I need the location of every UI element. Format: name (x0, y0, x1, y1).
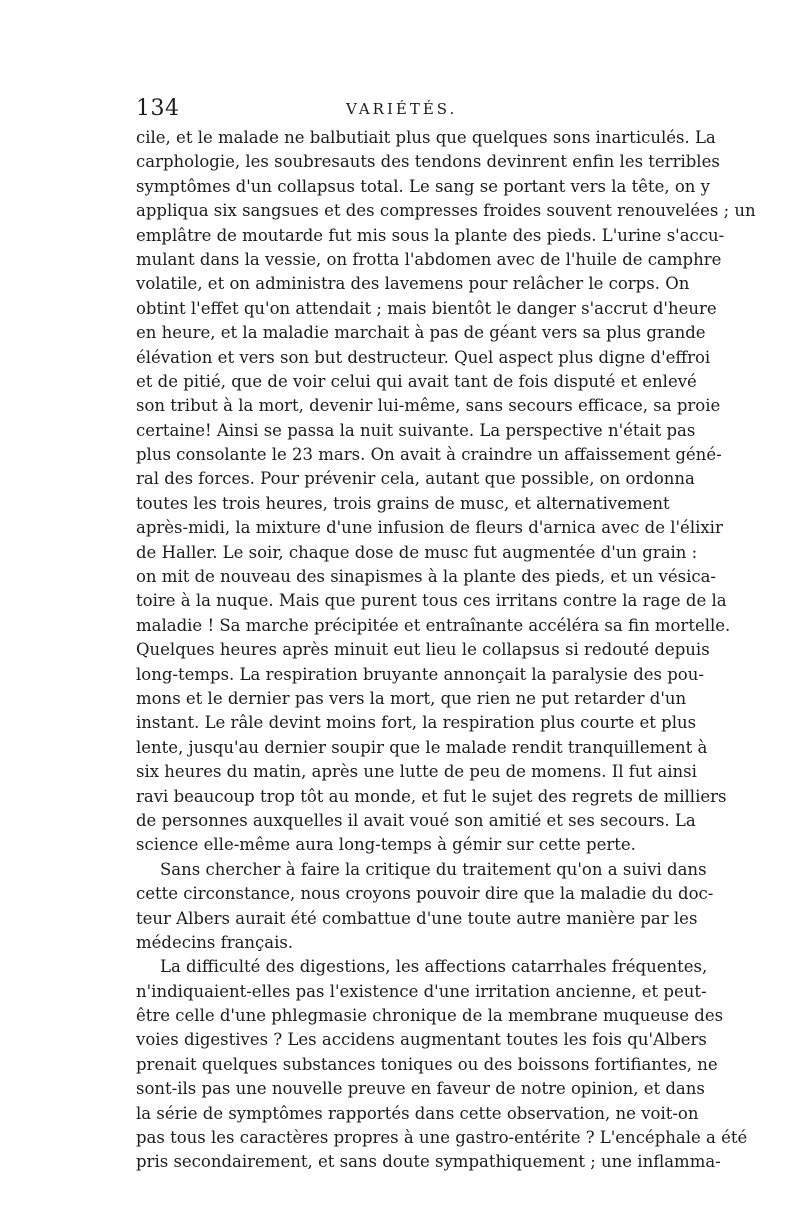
text-line: on mit de nouveau des sinapismes à la plante des pieds, et un vésica- (136, 567, 717, 587)
text-line: cette circonstance, nous croyons pouvoir dire que la maladie du doc- (136, 884, 714, 904)
text-line: maladie ! Sa marche précipitée et entraînante accéléra sa fin mortelle. (136, 615, 731, 635)
page-header (136, 96, 668, 126)
text-line: plus consolante le 23 mars. On avait à craindre un affaissement géné- (136, 445, 722, 465)
text-line: sont-ils pas une nouvelle preuve en faveur de notre opinion, et dans (136, 1079, 705, 1099)
text-line: La difficulté des digestions, les affections catarrhales fréquentes, (160, 957, 708, 977)
text-line: de Haller. Le soir, chaque dose de musc fut augmentée d'un grain : (136, 542, 698, 562)
paragraph (136, 126, 756, 858)
text-line: la série de symptômes rapportés dans cette observation, ne voit-on (136, 1103, 699, 1123)
text-line: cile, et le malade ne balbutiait plus que quelques sons inarticulés. La (136, 128, 716, 147)
text-line: mons et le dernier pas vers la mort, que rien ne put retarder d'un (136, 688, 687, 708)
text-line: pas tous les caractères propres à une gastro-entérite ? L'encéphale a été (136, 1128, 748, 1148)
text-line: mulant dans la vessie, on frotta l'abdomen avec de l'huile de camphre (136, 249, 722, 269)
text-line: ravi beaucoup trop tôt au monde, et fut le sujet des regrets de milliers (136, 786, 727, 806)
text-line: son tribut à la mort, devenir lui-même, sans secours efficace, sa proie (136, 396, 721, 416)
page-number: 134 (136, 96, 180, 121)
text-line: être celle d'une phlegmasie chronique de la membrane muqueuse des (136, 1006, 724, 1026)
text-line: science elle-même aura long-temps à gémir sur cette perte. (136, 835, 636, 855)
text-line: obtint l'effet qu'on attendait ; mais bientôt le danger s'accrut d'heure (136, 298, 717, 318)
text-line: élévation et vers son but destructeur. Quel aspect plus digne d'effroi (136, 347, 711, 367)
text-line: en heure, et la maladie marchait à pas de géant vers sa plus grande (136, 323, 706, 343)
text-line: toire à la nuque. Mais que purent tous ces irritans contre la rage de la (136, 591, 727, 611)
text-line: prenait quelques substances toniques ou des boissons fortifiantes, ne (136, 1054, 718, 1074)
text-line: six heures du matin, après une lutte de peu de momens. Il fut ainsi (136, 762, 697, 782)
text-line: pris secondairement, et sans doute sympathiquement ; une inflamma- (136, 1152, 721, 1172)
text-line: Quelques heures après minuit eut lieu le collapsus si redouté depuis (136, 640, 710, 660)
text-line: voies digestives ? Les accidens augmentant toutes les fois qu'Albers (136, 1030, 707, 1050)
text-line: certaine! Ainsi se passa la nuit suivante. La perspective n'était pas (136, 420, 696, 440)
text-line: instant. Le râle devint moins fort, la respiration plus courte et plus (136, 713, 697, 733)
text-line: n'indiquaient-elles pas l'existence d'une irritation ancienne, et peut- (136, 981, 707, 1001)
text-line: carphologie, les soubresauts des tendons devinrent enfin les terribles (136, 152, 720, 172)
text-line: volatile, et on administra des lavemens pour relâcher le corps. On (136, 274, 690, 294)
text-line: long-temps. La respiration bruyante annonçait la paralysie des pou- (136, 664, 704, 684)
text-line: symptômes d'un collapsus total. Le sang se portant vers la tête, on y (136, 176, 711, 196)
text-line: médecins français. (136, 932, 294, 952)
text-line: lente, jusqu'au dernier soupir que le malade rendit tranquillement à (136, 737, 708, 757)
text-line: de personnes auxquelles il avait voué son amitié et ses secours. La (136, 810, 696, 830)
running-head: VARIÉTÉS. (346, 100, 458, 118)
text-line: toutes les trois heures, trois grains de musc, et alternativement (136, 493, 670, 513)
text-line: après-midi, la mixture d'une infusion de fleurs d'arnica avec de l'élixir (136, 518, 723, 538)
text-line: teur Albers aurait été combattue d'une toute autre manière par les (136, 908, 698, 928)
paragraph (136, 858, 714, 956)
text-line: emplâtre de moutarde fut mis sous la plante des pieds. L'urine s'accu- (136, 225, 725, 245)
text-line: ral des forces. Pour prévenir cela, autant que possible, on ordonna (136, 469, 695, 489)
text-line: Sans chercher à faire la critique du traitement qu'on a suivi dans (160, 859, 707, 879)
text-line: et de pitié, que de voir celui qui avait tant de fois disputé et enlevé (136, 371, 697, 391)
text-line: appliqua six sangsues et des compresses froides souvent renouvelées ; un (136, 201, 756, 221)
body-text (136, 126, 756, 1175)
paragraph (136, 955, 748, 1175)
